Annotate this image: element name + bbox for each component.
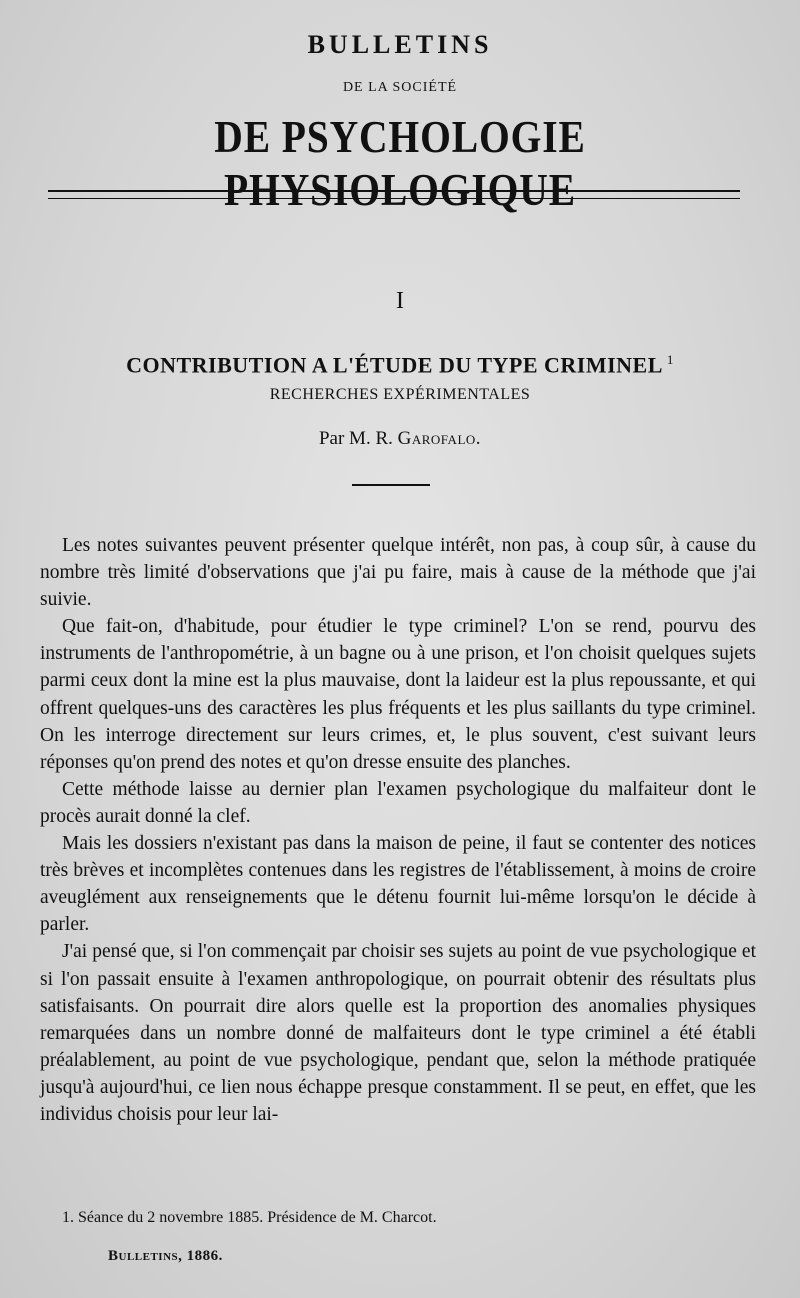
society-name-heading: DE PSYCHOLOGIE PHYSIOLOGIQUE [214, 111, 586, 215]
signature-year: 1886. [186, 1248, 223, 1264]
author-name: Garofalo. [397, 428, 482, 449]
author-line [0, 428, 800, 450]
signature-label: Bulletins, [108, 1248, 183, 1264]
body-paragraph: Que fait-on, d'habitude, pour étudier le type criminel? L'on se rend, pourvu des instruments de l'anthropométrie, à un bagne ou à une prison, et l'on choisit quelques sujets parmi ceux dont la mine est la plus mauvaise, dont la laideur est la plus repoussante, et qui offrent quelques-uns des caractères les plus fréquents et les plus saillants du type criminel. On les interroge directement sur leurs crimes, et, le plus souvent, c'est suivant leurs réponses qu'on prend des notes et qu'on dresse ensuite des planches. [40, 616, 756, 773]
bulletins-heading: BULLETINS [307, 30, 493, 59]
body-paragraph: Cette méthode laisse au dernier plan l'examen psychologique du malfaiteur dont le procès aurait donné la clef. [40, 778, 756, 827]
section-number: I [396, 288, 404, 314]
header-double-rule [48, 190, 740, 199]
de-la-societe-heading: DE LA SOCIÉTÉ [342, 80, 458, 95]
body-paragraph: J'ai pensé que, si l'on commençait par choisir ses sujets au point de vue psychologique et si l'on passait ensuite à l'examen anthropologique, on pourrait obtenir des résultats plus satisfaisants. On pourrait dire alors quelle est la proportion des anomalies physiques remarquées dans un nombre donné de malfaiteurs dont le type criminel a été établi préalablement, au point de vue psychologique, pendant que, selon la méthode pratiquée jusqu'à aujourd'hui, ce lien nous échappe presque constamment. Il se peut, en effet, que les individus choisis pour leur lai- [40, 941, 756, 1125]
article-title-block [0, 352, 800, 378]
article-body [40, 532, 756, 1128]
body-paragraph: Les notes suivantes peuvent présenter quelque intérêt, non pas, à coup sûr, à cause du nombre très limité d'observations que j'ai pu faire, mais à cause de la méthode que j'ai suivie. [40, 535, 756, 611]
article-title: CONTRIBUTION A L'ÉTUDE DU TYPE CRIMINEL [126, 352, 663, 378]
footnote: 1. Séance du 2 novembre 1885. Présidence de M. Charcot. [62, 1209, 437, 1226]
article-subtitle: RECHERCHES EXPÉRIMENTALES [269, 386, 531, 403]
page-signature [108, 1248, 223, 1265]
footnote-marker: 1 [666, 352, 674, 367]
body-paragraph: Mais les dossiers n'existant pas dans la maison de peine, il faut se contenter des notices très brèves et incomplètes contenues dans les registres de l'établissement, à moins de croire aveuglément aux renseignements que le détenu fournit lui-même lorsqu'on le décide à parler. [40, 833, 756, 936]
author-prefix: Par M. R. [318, 428, 393, 449]
title-separator-rule [352, 484, 430, 486]
